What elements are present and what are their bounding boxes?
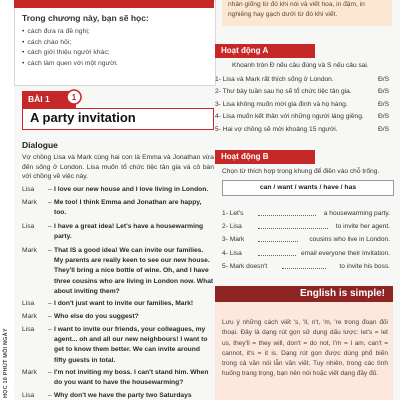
lesson-badge: BÀI 1 — [22, 91, 76, 108]
activity-a-item — [215, 124, 393, 136]
activity-b-item — [222, 208, 392, 221]
learn-item: • cách chào hỏi; — [22, 38, 212, 49]
learn-box-list — [22, 27, 212, 69]
english-simple-text: Lưu ý những cách viết 's, 'll, n't, 'm, 're trong đoạn đối thoại. Đây là dạng rút gọn sử dụng dấu lược: let's = let us, they'll = they will, don't = do not, I'm = I am, can't = cannot, it's = it is. Dạng rút gọn được dùng phổ biến trong cả văn nói lẫn văn viết. Tuy nhiên, trong các tình huống trang trọng, bạn nên nói hoặc viết dạng đầy đủ. — [222, 319, 388, 378]
speaker-name: Lisa — [22, 186, 35, 193]
item-text: 1- Lisa và Mark rất thích sống ở London. — [215, 76, 334, 83]
item-text: 2- Thư bày tuần sau họ sẽ tổ chức tiệc tân gia. — [215, 88, 352, 96]
word-box: can / want / wants / have / has — [222, 180, 394, 196]
true-false-choice[interactable]: Đ/S — [378, 113, 389, 121]
activity-b-header: Hoạt động B — [215, 150, 315, 164]
activity-b-instruction: Chọn từ thích hợp trong khung để điền vào chỗ trống. — [222, 168, 380, 175]
speaker-name: Lisa — [22, 392, 35, 399]
blank-field[interactable] — [258, 215, 316, 216]
activity-b-item — [222, 261, 392, 274]
line-text: I don't just want to invite our families, Mark! — [54, 300, 194, 307]
english-simple-header: English is simple! — [215, 286, 393, 302]
item-end: email everyone their invitation. — [300, 249, 390, 257]
speaker-name: Mark — [22, 369, 37, 376]
activity-b-item — [222, 248, 392, 261]
line-text: I want to invite our friends, your colleagues, my agent... oh and all our new neighbours! I want to get to know them better. We can invite around fifty guests in total. — [54, 326, 208, 364]
lesson-title: A party invitation — [30, 110, 136, 125]
learn-item: • cách giới thiệu người khác; — [22, 48, 212, 59]
speaker-name: Mark — [22, 199, 37, 206]
learn-box-header — [14, 0, 214, 8]
activity-a-list — [215, 74, 393, 136]
speaker-name: Lisa — [22, 300, 35, 307]
line-text: I love our new house and I love living in London. — [54, 186, 209, 193]
dialogue-intro: Vợ chồng Lisa và Mark cùng hai con là Emma và Jonathan vừa đến sống ở London. Lisa muốn tổ chức tiệc tân gia và cô bàn với chồng về việc này. — [22, 154, 214, 180]
audio-track-number: 1 — [71, 93, 77, 102]
true-false-choice[interactable]: Đ/S — [378, 125, 389, 133]
activity-b-item — [222, 221, 392, 234]
item-end: cousins who live in London. — [309, 236, 390, 244]
learn-box-title: Trong chương này, bạn sẽ học: — [22, 13, 149, 23]
item-text: 4- Lisa muốn kết thân với những người láng giềng. — [215, 113, 364, 121]
side-label — [0, 330, 14, 400]
line-text: Why don't we have the party two Saturdays — [54, 392, 192, 399]
line-text: I have a great idea! Let's have a housewarming party. — [54, 223, 204, 241]
true-false-choice[interactable]: Đ/S — [378, 100, 389, 108]
item-start: 3- Mark — [222, 236, 245, 244]
learn-item: • cách đưa ra đề nghị; — [22, 27, 212, 38]
item-text: 3- Lisa không muốn mời gia đình và họ hàng. — [215, 100, 348, 108]
activity-a-item — [215, 74, 393, 86]
item-end: to invite his boss. — [339, 262, 390, 270]
item-start: 2- Lisa — [222, 223, 242, 231]
learn-item: • cách làm quen với một người. — [22, 59, 212, 70]
dialogue-heading: Dialogue — [22, 140, 58, 150]
item-start: 4- Lisa — [222, 249, 242, 257]
top-note-text: nhân giống từ đó khi nói và viết hoa, in đậm, in nghiêng hay gạch dưới từ đó khi viết. — [228, 1, 365, 18]
item-start: 5- Mark doesn't — [222, 262, 268, 270]
speaker-name: Mark — [22, 313, 37, 320]
item-start: 1- Let's — [222, 210, 244, 217]
speaker-name: Mark — [22, 247, 37, 254]
line-text: I'm not inviting my boss. I can't stand him. When do you want to have the housewarming? — [54, 369, 209, 387]
activity-b-item — [222, 234, 392, 247]
line-text: That IS a good idea! We can invite our families. My parents are really keen to see our new house. They'll bring a nice bottle of wine. Oh, and I have three cousins who are living in London now. What about inviting them? — [54, 247, 214, 295]
blank-field[interactable] — [258, 255, 296, 256]
activity-b-list — [222, 208, 392, 274]
blank-field[interactable] — [258, 241, 298, 242]
activity-a-header: Hoạt động A — [215, 44, 315, 58]
blank-field[interactable] — [282, 268, 326, 269]
side-label-text: HỌC 10 PHÚT MỖI NGÀY — [3, 328, 9, 398]
speaker-name: Lisa — [22, 326, 35, 333]
line-text: Me too! I think Emma and Jonathan are happy, too. — [54, 199, 202, 217]
audio-track-icon[interactable] — [64, 86, 84, 106]
book-page: HỌC 10 PHÚT MỖI NGÀY Trong chương này, bạn sẽ học: • cách đưa ra đề nghị; • cách chào hỏi; • cách giới thiệu người khác; • cách làm quen với một người. BÀI 1 1 A party invitation Dialogue Vợ chồng Lisa và Mark cùng hai con là Emma và Jonathan vừa đến sống ở London. Lisa muốn tổ chức tiệc tân gia và cô bàn với chồng về việc này. Lisa – I love our new house and I love living in London. Mark – Me too! I think Emma and Jonathan are happy, too. Lisa – I have a great idea! Let's have a housewarming party. Mark – That IS a good idea! We can invite our families. My parents are really keen to see our new house. They'll bring a nice bottle of wine. Oh, and I have three cousins who are living in London now. What about inviting them? Lisa – I don't just want to invite our families, Mark! Mark – Who else do you suggest? Lisa – I want to invite our friends, your colleagues, my agent... oh and all our new neighbours! I want to get to know them better. We can invite around fifty guests in total. Mark – I'm not inviting my boss. I can't stand him. When do you want to have the housewarming? Lisa – Why don't we have the party two Saturdays nhân giống từ đó khi nói và viết hoa, in đậm, in nghiêng hay gạch dưới từ đó khi viết. Hoạt động A Khoanh tròn Đ nếu câu đúng và S nếu câu sai. 1- Lisa và Mark rất thích sống ở London. Đ/S 2- Thư bày tuần sau họ sẽ tổ chức tiệc tân gia. Đ/S 3- Lisa không muốn mời gia đình và họ hàng. Đ/S 4- Lisa muốn kết thân với những người láng giềng. Đ/S 5- Hai vợ chồng sẽ mời khoảng 15 người. Đ/S Hoạt động B Chọn từ thích hợp trong khung để điền vào chỗ trống. can / want / wants / have / has 1- Let's a housewarming party. 2- Lisa to invite her agent. 3- Mark cousins who live in London. 4- Lisa email everyone their invitation. 5- Mark doesn't to invite his boss. English is simple! Lưu ý những cách viết 's, 'll, n't, 'm, 're trong đoạn đối thoại. Đây là dạng rút gọn sử dụng dấu lược: let's = let us, they'll = they will, don't = do not, I'm = I am, can't = cannot, it's = it is. Dạng rút gọn được dùng phổ biến trong cả văn nói lẫn văn viết. Tuy nhiên, trong các tình huống trang trọng, bạn nên nói hoặc viết dạng đầy đủ. — [0, 0, 400, 400]
item-end: a housewarming party. — [323, 210, 390, 217]
activity-a-instruction: Khoanh tròn Đ nếu câu đúng và S nếu câu sai. — [232, 62, 369, 69]
activity-a-item — [215, 86, 393, 98]
activity-a-item — [215, 99, 393, 111]
item-text: 5- Hai vợ chồng sẽ mời khoảng 15 người. — [215, 125, 338, 133]
item-end: to invite her agent. — [335, 223, 390, 231]
true-false-choice[interactable]: Đ/S — [378, 88, 389, 96]
activity-a-item — [215, 111, 393, 123]
line-text: Who else do you suggest? — [54, 313, 139, 320]
speaker-name: Lisa — [22, 223, 35, 230]
true-false-choice[interactable]: Đ/S — [378, 76, 389, 83]
blank-field[interactable] — [258, 228, 328, 229]
